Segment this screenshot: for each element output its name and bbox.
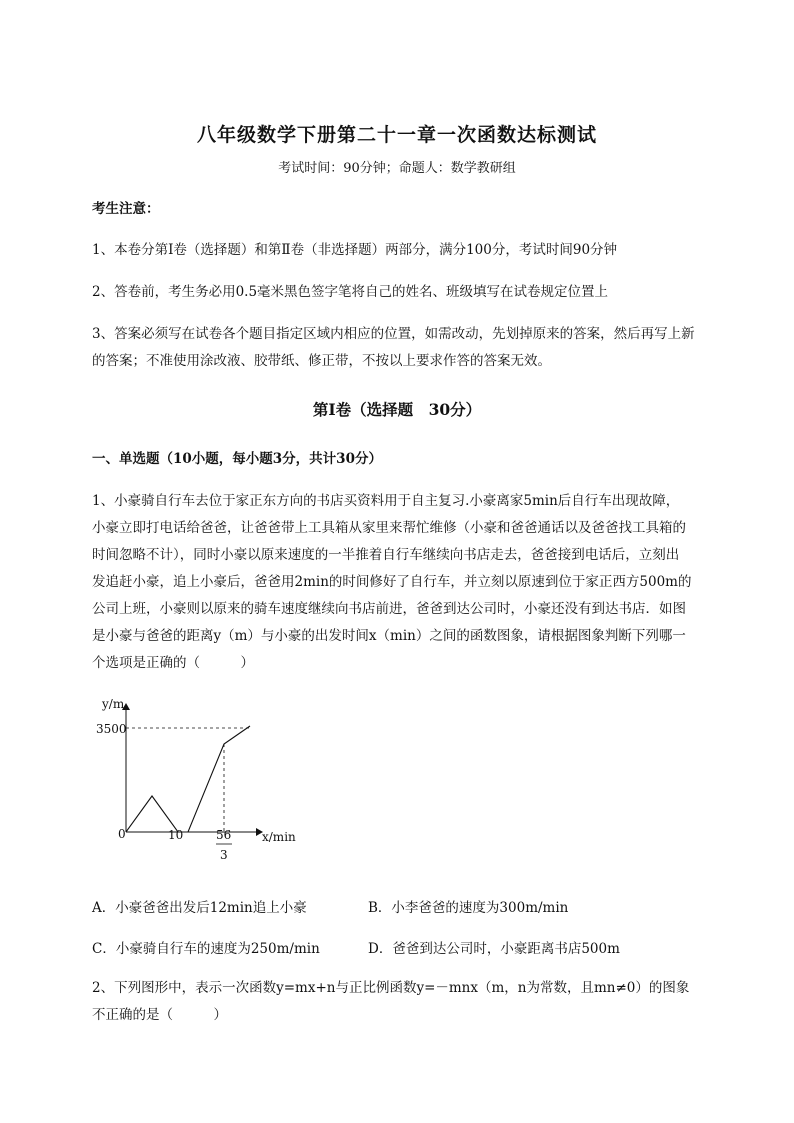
- notice-item-1: 1、本卷分第I卷（选择题）和第Ⅱ卷（非选择题）两部分，满分100分，考试时间90分钟: [92, 242, 618, 258]
- question-1-line: 时间忽略不计），同时小豪以原来速度的一半推着自行车继续向书店走去，爸爸接到电话后，立刻出: [92, 547, 680, 563]
- function-graph: [92, 692, 322, 872]
- question-1-line: 公司上班，小豪则以原来的骑车速度继续向书店前进，爸爸到达公司时，小豪还没有到达书店．如图: [92, 601, 686, 617]
- y-axis-label: y/m: [102, 697, 125, 711]
- x-tick-fraction-numerator: 56: [216, 828, 232, 842]
- question-2-text: [92, 975, 704, 1029]
- question-1-line: 发追赶小豪，追上小豪后，爸爸用2min的时间修好了自行车，并立刻以原速到位于家正西方500m的: [92, 574, 692, 590]
- question-2-line: 2、下列图形中，表示一次函数y=mx+n与正比例函数y=－mnx（m，n为常数，且mn≠0）的图象: [92, 980, 690, 996]
- x-tick-fraction-denominator: 3: [220, 848, 228, 862]
- question-2-line: 不正确的是（ ）: [92, 1007, 227, 1023]
- x-axis-label: x/min: [262, 830, 296, 844]
- page-title: 八年级数学下册第二十一章一次函数达标测试: [196, 124, 597, 146]
- x-tick-10: 10: [168, 828, 184, 842]
- notice-item-3-line-1: 3、答案必须写在试卷各个题目指定区域内相应的位置，如需改动，先划掉原来的答案，然后再写上新: [92, 326, 695, 342]
- option-a: A．小豪爸爸出发后12min追上小豪: [92, 900, 307, 916]
- option-c: C．小豪骑自行车的速度为250m/min: [92, 941, 320, 957]
- notice-item-2: 2、答卷前，考生务必用0.5毫米黑色签字笔将自己的姓名、班级填写在试卷规定位置上: [92, 284, 609, 300]
- notice-item-3: [92, 321, 704, 375]
- notice-item-3-line-2: 的答案；不准使用涂改液、胶带纸、修正带，不按以上要求作答的答案无效。: [92, 353, 551, 369]
- question-1-line: 1、小豪骑自行车去位于家正东方向的书店买资料用于自主复习.小豪离家5min后自行车出现故障，: [92, 493, 680, 509]
- question-1-line: 小豪立即打电话给爸爸，让爸爸带上工具箱从家里来帮忙维修（小豪和爸爸通话以及爸爸找工具箱的: [92, 520, 686, 536]
- question-1-text: [92, 488, 704, 677]
- option-d: D．爸爸到达公司时，小豪距离书店500m: [368, 941, 620, 957]
- question-1-line: 个选项是正确的（ ）: [92, 655, 254, 671]
- question-1-line: 是小豪与爸爸的距离y（m）与小豪的出发时间x（min）之间的函数图象，请根据图象判断下列哪一: [92, 628, 686, 644]
- option-b: B．小李爸爸的速度为300m/min: [368, 900, 569, 916]
- section-heading: 一、单选题（10小题，每小题3分，共计30分）: [92, 451, 382, 467]
- page-subtitle: 考试时间：90分钟；命题人：数学教研组: [278, 161, 516, 176]
- notice-heading: 考生注意：: [92, 201, 160, 217]
- y-tick-3500: 3500: [96, 722, 127, 736]
- origin-label: 0: [118, 827, 126, 841]
- part-title: 第I卷（选择题 30分）: [312, 400, 482, 419]
- graph-polyline: [126, 726, 250, 832]
